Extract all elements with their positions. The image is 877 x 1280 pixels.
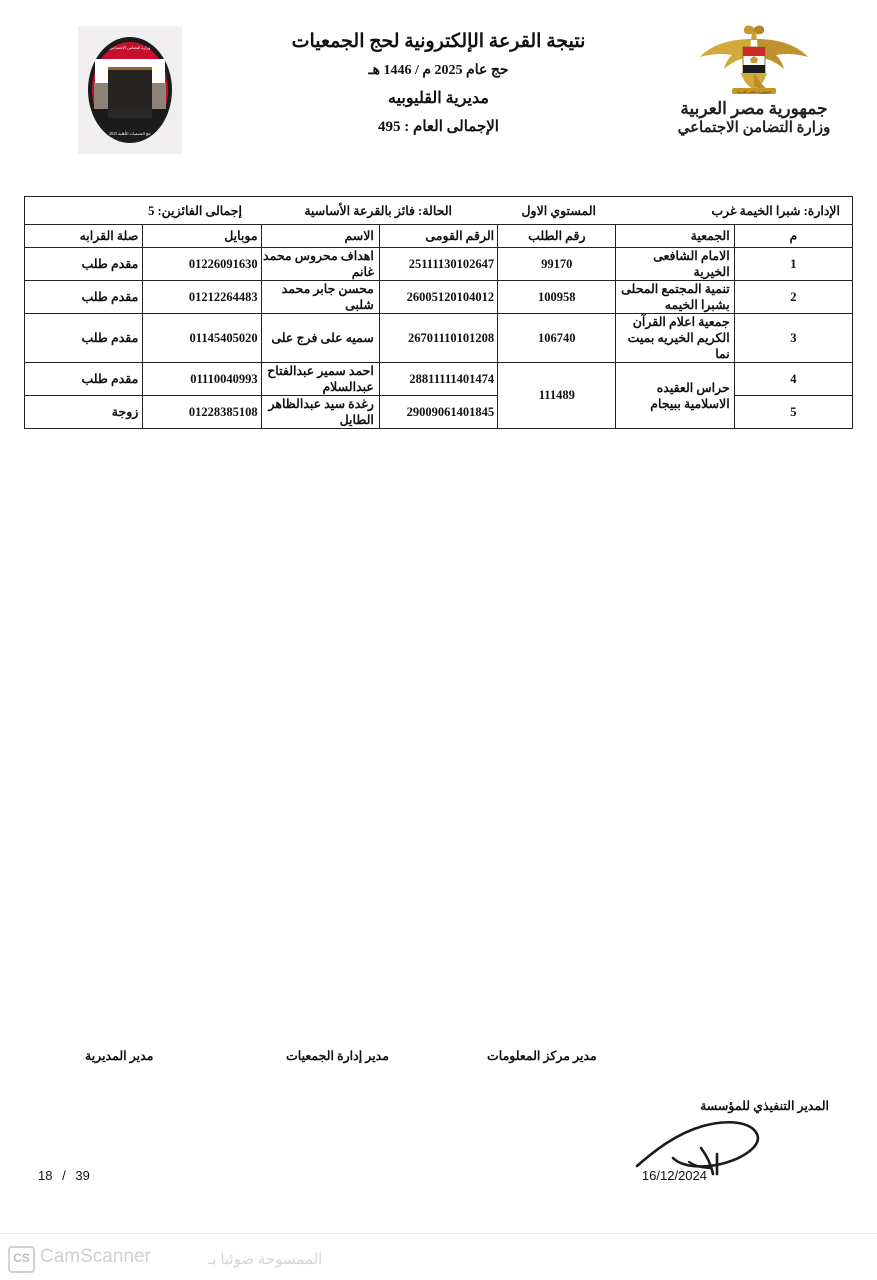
cell-mobile: 01226091630	[143, 248, 261, 281]
table-row	[25, 363, 853, 396]
cell-national-id: 29009061401845	[379, 396, 497, 429]
cell-association: جمعية اعلام القرآن الكريم الخيريه بميت نما	[616, 314, 734, 363]
cell-request-no: 100958	[498, 281, 616, 314]
camscanner-watermark	[0, 1233, 877, 1280]
ministry-name: وزارة التضامن الاجتماعي	[677, 120, 831, 137]
cell-request-no-merged: 111489	[498, 363, 616, 429]
status-label: الحالة: فائز بالقرعة الأساسية	[304, 204, 452, 218]
executive-director-block	[609, 1098, 829, 1114]
column-header-relation: صلة القرابه	[25, 225, 143, 248]
table-row	[25, 248, 853, 281]
page-current: 18	[38, 1168, 53, 1183]
column-header-request-no: رقم الطلب	[498, 225, 616, 248]
cell-mobile: 01110040993	[143, 363, 261, 396]
cell-relation: مقدم طلب	[25, 363, 143, 396]
cell-name: سميه على فرج على	[261, 314, 379, 363]
cell-relation: مقدم طلب	[25, 281, 143, 314]
page-total: 39	[75, 1168, 90, 1183]
cell-relation: زوجة	[25, 396, 143, 429]
eagle-of-saladin-icon	[659, 22, 849, 96]
signature-information-center-manager: مدير مركز المعلومات	[487, 1049, 597, 1063]
page-title: نتيجة القرعة الإلكترونية لحج الجمعيات	[291, 31, 586, 52]
column-header-index: م	[734, 225, 852, 248]
cell-request-no: 106740	[498, 314, 616, 363]
svg-text:جمهورية مصر العربية: جمهورية مصر العربية	[736, 89, 772, 94]
page-separator: /	[62, 1168, 66, 1183]
cell-association: تنمية المجتمع المحلى بشبرا الخيمه	[616, 281, 734, 314]
cell-index: 5	[734, 396, 852, 429]
cell-relation: مقدم طلب	[25, 248, 143, 281]
column-header-association: الجمعية	[616, 225, 734, 248]
logo-top-text: وزارة التضامن الاجتماعي	[109, 45, 151, 50]
cell-national-id: 26701110101208	[379, 314, 497, 363]
signature-directorate-manager: مدير المديرية	[85, 1049, 154, 1063]
administration-label: الإدارة: شبرا الخيمة غرب	[711, 204, 840, 218]
cell-name: احمد سمير عبدالفتاح عبدالسلام	[261, 363, 379, 396]
cell-index: 2	[734, 281, 852, 314]
signature-associations-manager: مدير إدارة الجمعيات	[286, 1049, 389, 1063]
camscanner-arabic-text: الممسوحة ضوئيا بـ	[208, 1252, 323, 1268]
cell-national-id: 26005120104012	[379, 281, 497, 314]
cell-index: 1	[734, 248, 852, 281]
cell-index: 3	[734, 314, 852, 363]
page-indicator	[38, 1168, 90, 1183]
table-info-bar	[25, 197, 853, 225]
document-footer	[0, 1168, 877, 1198]
level-label: المستوي الاول	[521, 204, 596, 218]
cell-mobile: 01145405020	[143, 314, 261, 363]
cell-name: رغدة سيد عبدالظاهر الطايل	[261, 396, 379, 429]
cell-request-no: 99170	[498, 248, 616, 281]
signature-executive-director: المدير التنفيذي للمؤسسة	[700, 1099, 829, 1113]
camscanner-brand: CamScanner	[40, 1246, 151, 1267]
column-header-mobile: موبايل	[143, 225, 261, 248]
signature-labels-row	[0, 1048, 877, 1078]
country-name: جمهورية مصر العربية	[680, 99, 828, 118]
table-row	[25, 281, 853, 314]
camscanner-badge-icon: CS	[8, 1246, 35, 1273]
cell-name: محسن جابر محمد شلبى	[261, 281, 379, 314]
cell-national-id: 28811111401474	[379, 363, 497, 396]
grand-total-label: الإجمالى العام : 495	[378, 119, 499, 135]
hajj-year-line: حج عام 2025 م / 1446 هـ	[368, 63, 509, 78]
document-date: 16/12/2024	[641, 1168, 707, 1183]
total-winners-label: إجمالى الفائزين: 5	[148, 204, 242, 218]
logo-bottom-text: حج الجمعيات الأهلية 2025	[109, 131, 151, 136]
cell-national-id: 25111130102647	[379, 248, 497, 281]
results-table-zone	[24, 196, 853, 429]
cell-association: الامام الشافعى الخيرية	[616, 248, 734, 281]
government-emblem-block	[659, 22, 849, 158]
column-header-name: الاسم	[261, 225, 379, 248]
cell-association-merged: حراس العقيده الاسلامية ببيجام	[616, 363, 734, 429]
table-header-row	[25, 225, 853, 248]
winners-table	[24, 196, 853, 429]
document-header	[0, 0, 877, 175]
cell-name: اهداف محروس محمد غانم	[261, 248, 379, 281]
cell-mobile: 01228385108	[143, 396, 261, 429]
column-header-national-id: الرقم القومى	[379, 225, 497, 248]
table-row	[25, 314, 853, 363]
cell-index: 4	[734, 363, 852, 396]
cell-mobile: 01212264483	[143, 281, 261, 314]
cell-relation: مقدم طلب	[25, 314, 143, 363]
directorate-name: مديرية القليوبيه	[388, 90, 489, 107]
